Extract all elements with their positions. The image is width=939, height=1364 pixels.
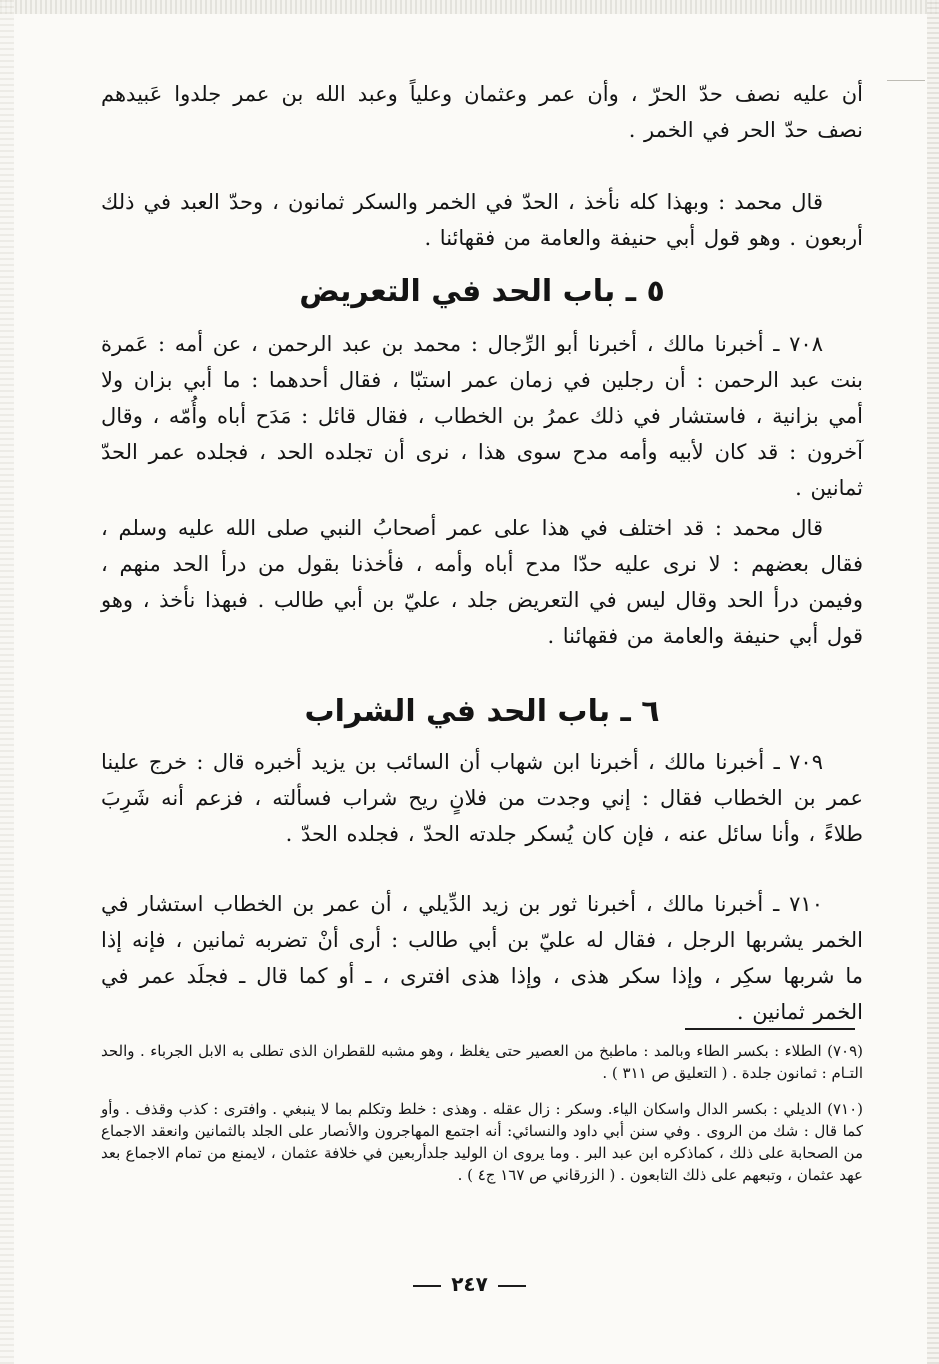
paragraph-muhammad-comment-2: قال محمد : قد اختلف في هذا على عمر أصحابُ النبي صلى الله عليه وسلم ، فقال بعضهم : لا نرى عليه حدّا مدح أباه وأمه ، فأخذنا بقول من درأ الحد منهم ، وفيمن درأ الحد وقال ليس في التعريض جلد ، عليّ بن أبي طالب . فبهذا نأخذ ، وهو قول أبي حنيفة والعامة من فقهائنا . <box>101 516 863 648</box>
page-number <box>0 1272 939 1296</box>
paragraph-muhammad-comment-1: قال محمد : وبهذا كله نأخذ ، الحدّ في الخمر والسكر ثمانون ، وحدّ العبد في ذلك أربعون . وهو قول أبي حنيفة والعامة من فقهائنا . <box>101 190 863 250</box>
footnote-separator <box>685 1028 855 1030</box>
paragraph-continuation: أن عليه نصف حدّ الحرّ ، وأن عمر وعثمان وعلياً وعبد الله بن عمر جلدوا عَبيدهم نصف حدّ الحر في الخمر . <box>101 82 864 142</box>
hadith-708: ٧٠٨ ـ أخبرنا مالك ، أخبرنا أبو الرِّجال : محمد بن عبد الرحمن ، عن أمه : عَمرة بنت عبد الرحمن : أن رجلين في زمان عمر استبّا ، فقال أحدهما : ما أبي بزان ولا أمي بزانية ، فاستشار في ذلك عمرُ بن الخطاب ، فقال قائل : مَدَح أباه وأُمّه ، وقال آخرون : قد كان لأبيه وأمه مدح سوى هذا ، نرى أن تجلده الحد ، فجلده عمر الحدّ ثمانين . <box>101 332 863 500</box>
hadith-709: ٧٠٩ ـ أخبرنا مالك ، أخبرنا ابن شهاب أن السائب بن يزيد أخبره قال : خرج علينا عمر بن الخطاب فقال : إني وجدت من فلانٍ ريح شراب فسألته ، فزعم أنه شَرِبَ طلاءً ، وأنا سائل عنه ، فإن كان يُسكر جلدته الحدّ ، فجلده الحدّ . <box>101 750 863 846</box>
scan-edge-left <box>0 0 14 1364</box>
scan-edge-top <box>0 0 939 14</box>
section-heading-6: ٦ ـ باب الحد في الشراب <box>304 694 660 729</box>
page-number-dash-right <box>498 1285 526 1287</box>
margin-mark <box>887 80 925 81</box>
footnote-710: (٧١٠) الديلي : بكسر الدال واسكان الياء. وسكر : زال عقله . وهذى : خلط وتكلم بما لا ينبغي . وافترى : كذب وقذف . وأو كما قال : شك من الروى . وفي سنن أبي داود والنسائي: أنه اجتمع المهاجرون والأنصار على الجلد بالثمانين وانعقد الاجماع من الصحابة على ذلك ، كماذكره ابن عبد البر . وما يروى ان الوليد جلدأربعين في خلافة عثمان ، لايمنع من تمام الاجماع بعد عهد عثمان ، وتبعهم على ذلك التابعون . ( الزرقاني ص ١٦٧ ج٤ ) . <box>101 1100 863 1184</box>
page-number-value: ٢٤٧ <box>451 1272 488 1296</box>
hadith-710: ٧١٠ ـ أخبرنا مالك ، أخبرنا ثور بن زيد الدِّيلي ، أن عمر بن الخطاب استشار في الخمر يشربها الرجل ، فقال له عليّ بن أبي طالب : أرى أنْ تضربه ثمانين ، فإنه إذا ما شربها سكِر ، وإذا سكر هذى ، وإذا هذى افترى ، ـ أو كما قال ـ فجلَد عمر في الخمر ثمانين . <box>101 892 863 1024</box>
section-heading-5: ٥ ـ باب الحد في التعريض <box>299 274 665 309</box>
footnote-709: (٧٠٩) الطلاء : بكسر الطاء وبالمد : ماطبخ من العصير حتى يغلظ ، وهو مشبه للقطران الذى تطلى به الابل الجرباء . والحد التـام : ثمانون جلدة . ( التعليق ص ٣١١ ) . <box>101 1042 863 1082</box>
scan-edge-right <box>927 0 939 1364</box>
page-number-dash-left <box>413 1285 441 1287</box>
